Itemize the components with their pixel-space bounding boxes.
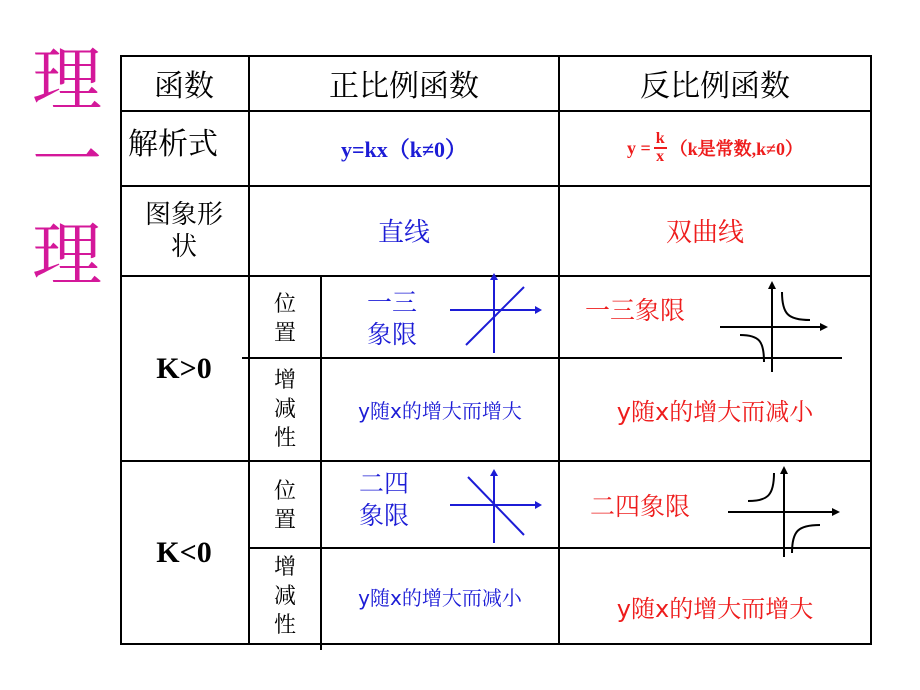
label-position [250,281,320,357]
fraction-denominator: x [656,148,665,165]
label-position-char1: 位 [273,479,296,504]
label-monotonicity-char1: 增 [273,367,296,393]
inverse-expression-prefix: y = [626,137,651,158]
label-monotonicity-char2: 减 [273,396,296,422]
direct-trend-k-negative: y随x的增大而减小 [358,585,522,610]
label-graph-shape-line2: 状 [170,231,197,262]
increasing-line-graph [450,265,560,355]
label-monotonicity-char1: 增 [273,554,296,580]
label-position-char2: 置 [273,321,296,346]
header-inverse-proportion: 反比例函数 [640,69,790,104]
header-direct-proportion: 正比例函数 [329,69,479,104]
direct-quadrant-line1: 二四 [358,469,409,498]
label-monotonicity-char2: 减 [273,583,296,609]
fraction-numerator: k [655,130,665,147]
label-monotonicity-char3: 性 [273,612,296,638]
inverse-fraction [654,131,667,165]
label-k-positive: K>0 [156,351,212,385]
inverse-shape: 双曲线 [665,218,744,248]
inverse-trend-k-positive: y随x的增大而减小 [616,397,814,426]
hyperbola-quadrants-2-4-graph [726,463,852,559]
direct-trend-k-positive: y随x的增大而增大 [358,398,522,423]
label-position-char2: 置 [273,508,296,533]
comparison-table [120,55,870,645]
direct-shape: 直线 [377,218,430,248]
label-expression: 解析式 [128,127,218,162]
label-monotonicity [250,549,320,643]
direct-quadrant-k-positive [352,283,432,355]
label-graph-shape-line1: 图象形 [144,199,223,230]
label-monotonicity-char3: 性 [273,425,296,451]
label-monotonicity [250,359,320,459]
direct-expression: y=kx（k≠0） [340,136,468,162]
direct-quadrant-k-negative [344,462,424,538]
direct-quadrant-line1: 一三 [366,288,417,317]
inverse-expression [560,111,870,185]
inverse-quadrant-k-negative: 二四象限 [589,492,690,521]
label-graph-shape [120,186,248,275]
side-title-char-1: 理 [32,39,102,121]
inverse-trend-k-negative: y随x的增大而增大 [616,594,814,623]
table-border-right [870,55,872,645]
inverse-quadrant-k-positive: 一三象限 [584,296,685,325]
side-title-char-2: 一 [32,119,102,201]
side-title-char-3: 理 [32,214,102,296]
decreasing-line-graph [450,465,560,545]
label-position [250,465,320,547]
label-k-negative: K<0 [156,535,212,569]
direct-quadrant-line2: 象限 [358,501,409,530]
header-function: 函数 [154,69,214,104]
inverse-expression-suffix: （k是常数,k≠0） [669,139,804,159]
direct-quadrant-line2: 象限 [366,320,417,349]
label-position-char1: 位 [273,292,296,317]
